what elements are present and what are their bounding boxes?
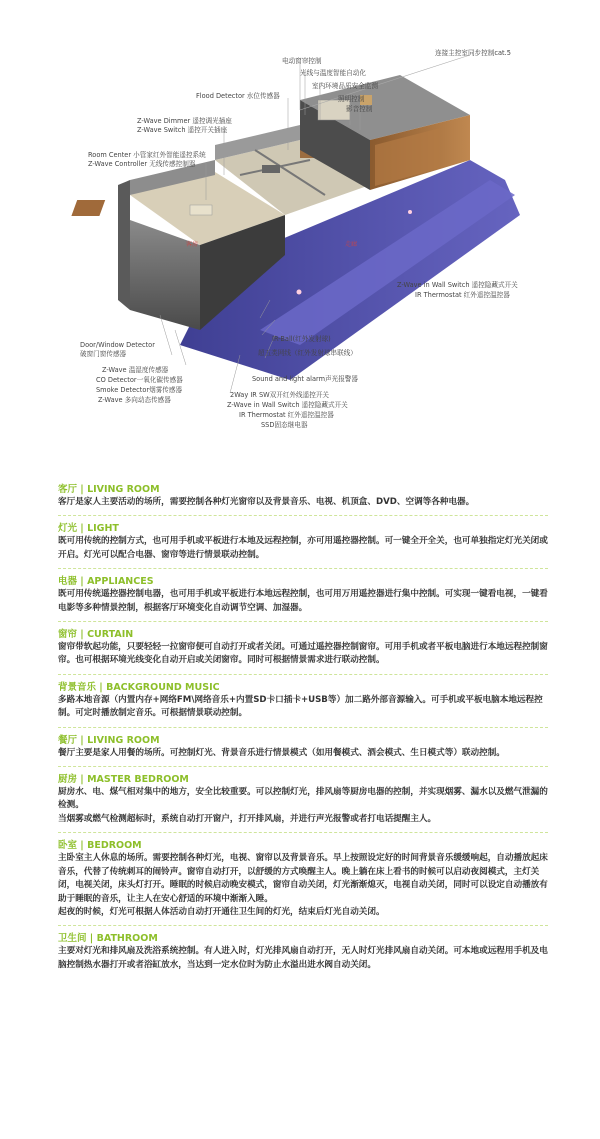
label-ir-ball: IR-Ball(红外发射球) <box>272 335 331 343</box>
section-text: 餐厅主要是家人用餐的场所。可控制灯光、背景音乐进行情景模式（如用餐模式、酒会模式、生日模式等）联动控制。 <box>58 747 505 758</box>
section-divider <box>58 832 548 833</box>
label-room-living: 客房 <box>186 241 199 248</box>
label-smoke: Smoke Detector烟雾传感器 <box>96 386 183 394</box>
label-co: CO Detector一氧化碳传感器 <box>96 376 183 384</box>
section-divider <box>58 568 548 569</box>
ir-ball-marker <box>297 290 302 295</box>
section-text: 主卧室主人休息的场所。需要控制各种灯光，电视、窗帘以及背景音乐。早上按照设定好的时间背景音乐缓缓响起，自动播放起床音乐，代替了传统刺耳的闹铃声。窗帘自动打开，以舒缓的方式唤醒主人。晚上躺在床上看书的时候可以启动夜阅模式，主灯关闭，电视关闭，床头灯打开。睡眠的时候启动晚安模式，窗帘自动关闭，灯光渐渐熄灭，电视自动关闭，同时可以设定自动播放有助于睡眠的音乐，让主人在安心舒适的环境中渐渐入睡。 <box>58 853 548 904</box>
section-divider <box>58 621 548 622</box>
label-ir-thermo-right: IR Thermostat 红外遥控温控器 <box>415 291 510 299</box>
label-ir-line: 超五类网线（红外发射球串联线） <box>258 349 357 357</box>
guest-room-wall-left <box>118 180 130 310</box>
section <box>58 522 548 562</box>
label-alarm: Sound and light alarm声光报警器 <box>252 375 358 383</box>
label-switch-socket: Z-Wave Switch 遥控开关插座 <box>137 126 228 134</box>
label-ir-thermo-bottom: IR Thermostat 红外遥控温控器 <box>239 411 334 419</box>
label-ir-sw: 2Way IR SW双开红外线遥控开关 <box>230 391 330 399</box>
section <box>58 575 548 615</box>
section <box>58 932 548 972</box>
label-wall-switch-right: Z-Wave in Wall Switch 遥控隐藏式开关 <box>397 281 518 289</box>
section-text: 既可用传统的控制方式，也可用手机或平板进行本地及远程控制，亦可用遥控器控制。可一键全开全关，也可单独指定灯光关闭或开启。灯光可以配合电器、窗帘等进行情景联动控制。 <box>58 536 548 560</box>
section-title: 灯光 | LIGHT <box>58 523 119 535</box>
section-title: 卫生间 | BATHROOM <box>58 933 158 945</box>
label-curtain: 电动窗帘控制 <box>282 57 322 65</box>
label-controller: Z-Wave Controller 无线传感控制器 <box>88 160 196 168</box>
guest-room-sofa <box>190 205 212 215</box>
label-light-temp: 光线与温度智能自动化 <box>300 69 366 77</box>
label-motion: Z-Wave 多向动态传感器 <box>98 396 171 404</box>
section <box>58 839 548 919</box>
sensor-marker <box>408 210 412 214</box>
section-title: 电器 | APPLIANCES <box>58 576 154 588</box>
section-divider <box>58 925 548 926</box>
kitchen-counter <box>262 165 280 173</box>
section-title: 窗帘 | CURTAIN <box>58 629 134 641</box>
section-divider <box>58 727 548 728</box>
section-title: 餐厅 | LIVING ROOM <box>58 734 160 746</box>
section-title: 厨房 | MASTER BEDROOM <box>58 774 189 786</box>
smart-home-floorplan-diagram <box>0 0 600 440</box>
section-text: 窗帘带软起功能，只要轻轻一拉窗帘便可自动打开或者关闭。可通过遥控器控制窗帘。可用手机或者平板电脑进行本地远程控制窗帘。也可根据环境光线变化自动开启或关闭窗帘。同时可根据情景需求进行联动控制。 <box>58 642 548 666</box>
section-divider <box>58 674 548 675</box>
label-audio: 影音控制 <box>346 105 373 113</box>
section-text: 多路本地音源（内置内存+网络FM\网络音乐+内置SD卡口插卡+USB等）加二路外部音源输入。可手机或平板电脑本地远程控制。可定时播放制定音乐。可根据情景联动控制。 <box>58 694 543 719</box>
label-lighting: 照明控制 <box>338 95 365 103</box>
label-wall-switch-bottom: Z-Wave in Wall Switch 遥控隐藏式开关 <box>227 401 348 409</box>
label-room-center: Room Center 小管家红外智能遥控系统 <box>88 151 206 159</box>
section-text: 主要对灯光和排风扇及洗浴系统控制。有人进入时，灯光排风扇自动打开，无人时灯光排风扇自动关闭。可本地或远程用手机及电脑控制热水器打开或者浴缸放水，当达到一定水位时为防止水溢出进水阀自动关闭。 <box>58 946 548 970</box>
section-title: 客厅 | LIVING ROOM <box>58 484 160 495</box>
label-door-window: Door/Window Detector <box>80 341 155 349</box>
label-cat5: 连接主控室同步控制cat.5 <box>435 49 511 57</box>
feature-sections <box>58 483 548 972</box>
section-divider <box>58 515 548 516</box>
label-room-hall: 走廊 <box>345 241 358 248</box>
label-dimmer: Z-Wave Dimmer 遥控调光插座 <box>137 117 232 125</box>
section <box>58 483 548 509</box>
label-flood: Flood Detector 水位传感器 <box>196 92 280 100</box>
section-title: 背景音乐 | BACKGROUND MUSIC <box>58 681 220 693</box>
section <box>58 681 548 721</box>
label-door-window-cn: 破窗门窗传感器 <box>80 350 127 358</box>
guest-room-bed <box>71 200 105 216</box>
section <box>58 734 548 760</box>
section-text: 起夜的时候，灯光可根据人体活动自动打开通往卫生间的灯光，结束后灯光自动关闭。 <box>58 906 385 917</box>
section <box>58 628 548 668</box>
section-text: 客厅是家人主要活动的场所，需要控制各种灯光窗帘以及背景音乐、电视、机顶盒、DVD、空调等各种电器。 <box>58 497 475 507</box>
label-temp-sensor: Z-Wave 温湿度传感器 <box>102 366 169 374</box>
label-env: 室内环境品质安全监测 <box>312 82 378 90</box>
section-text: 厨房水、电、煤气相对集中的地方，安全比较重要。可以控制灯光，排风扇等厨房电器的控制，并实现烟雾、漏水以及燃气泄漏的检测。 <box>58 787 548 811</box>
section-text: 当烟雾或燃气检测超标时，系统自动打开窗户，打开排风扇，并进行声光报警或者打电话提醒主人。 <box>58 813 437 824</box>
section-divider <box>58 766 548 767</box>
section-title: 卧室 | BEDROOM <box>58 840 142 852</box>
section <box>58 773 548 826</box>
label-ssd: SSD固态继电器 <box>261 421 308 429</box>
section-text: 既可用传统遥控器控制电器，也可用手机或平板进行本地远程控制，也可用万用遥控器进行集中控制。可实现一键看电视，一键看电影等多种情景控制，根据客厅环境变化自动调节空调、加湿器。 <box>58 589 548 613</box>
